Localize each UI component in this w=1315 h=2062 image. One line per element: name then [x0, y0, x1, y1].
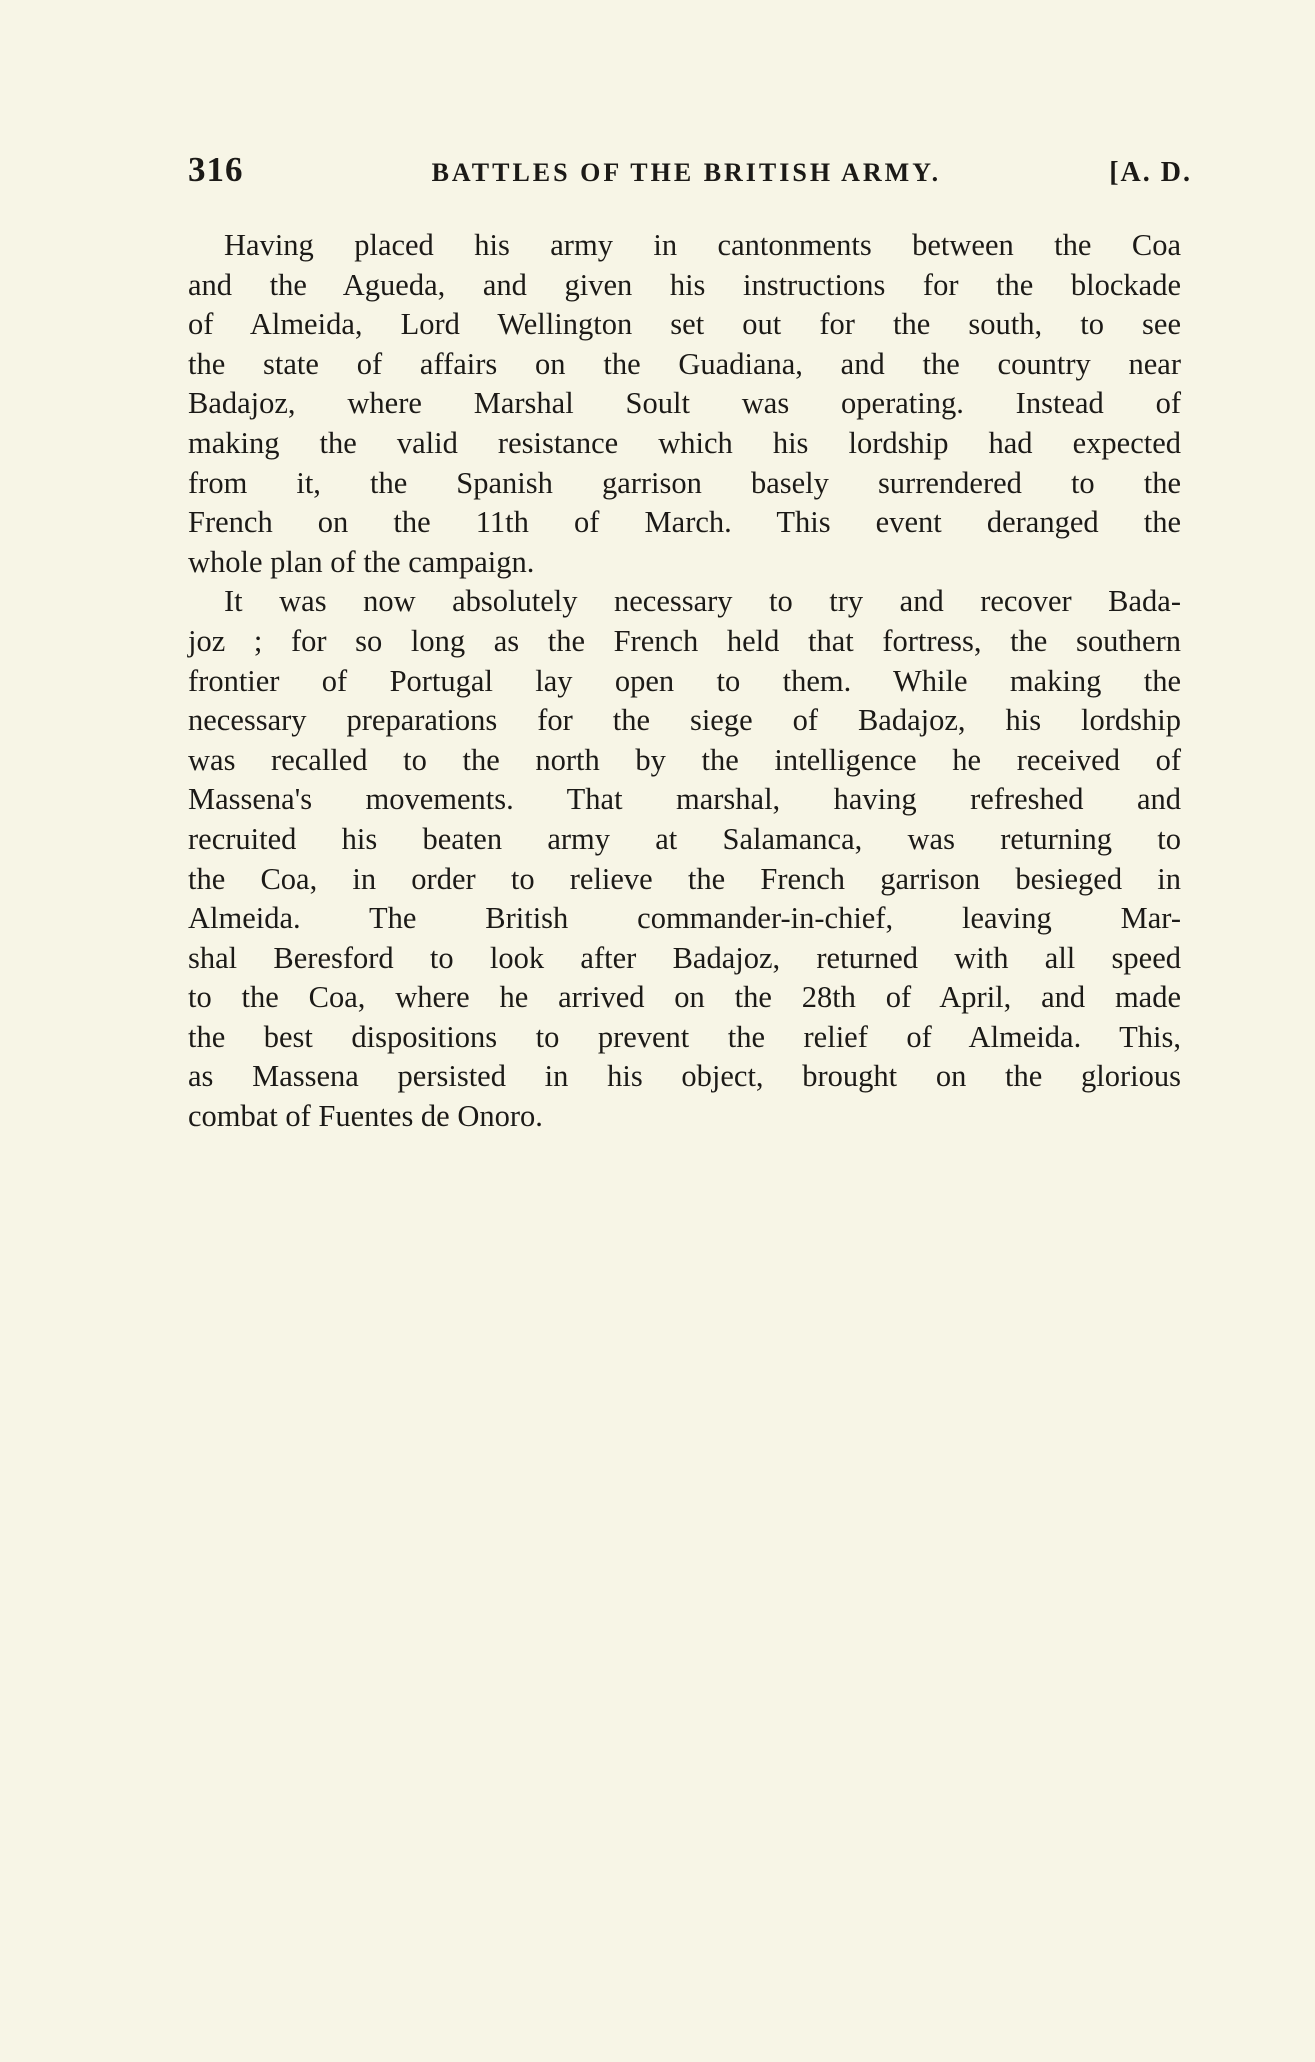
paragraph-1: [188, 226, 1181, 582]
text-line: recruited his beaten army at Salamanca, was returning to: [188, 821, 1181, 856]
text-line: French on the 11th of March. This event deranged the: [188, 505, 1181, 540]
text-line: Almeida. The British commander-in-chief, leaving Mar-: [188, 901, 1181, 936]
text-line: whole plan of the campaign.: [188, 544, 535, 579]
text-line: necessary preparations for the siege of Badajoz, his lordship: [188, 703, 1181, 738]
text-line: and the Agueda, and given his instructions for the blockade: [188, 267, 1181, 302]
text-line: frontier of Portugal lay open to them. While making the: [188, 663, 1181, 698]
text-line: combat of Fuentes de Onoro.: [188, 1099, 543, 1134]
text-line: of Almeida, Lord Wellington set out for the south, to see: [188, 307, 1181, 342]
text-line: It was now absolutely necessary to try and recover Bada-: [224, 584, 1181, 619]
text-line: as Massena persisted in his object, brought on the glorious: [188, 1059, 1181, 1094]
text-line: the state of affairs on the Guadiana, and the country near: [188, 346, 1181, 381]
running-header: [188, 150, 1192, 194]
text-line: the Coa, in order to relieve the French garrison besieged in: [188, 861, 1181, 896]
running-title: BATTLES OF THE BRITISH ARMY.: [431, 158, 942, 187]
text-line: was recalled to the north by the intelligence he received of: [188, 742, 1181, 777]
text-line: shal Beresford to look after Badajoz, returned with all speed: [188, 940, 1181, 975]
text-line: making the valid resistance which his lordship had expected: [188, 425, 1181, 460]
text-line: Badajoz, where Marshal Soult was operating. Instead of: [188, 386, 1181, 421]
text-line: the best dispositions to prevent the relief of Almeida. This,: [188, 1019, 1181, 1054]
paragraph-2: [188, 582, 1181, 1136]
text-line: from it, the Spanish garrison basely surrendered to the: [188, 465, 1181, 500]
text-line: Having placed his army in cantonments between the Coa: [224, 228, 1181, 262]
text-line: Massena's movements. That marshal, having refreshed and: [188, 782, 1181, 817]
running-head-era: [A. D.: [1109, 157, 1192, 188]
text-line: to the Coa, where he arrived on the 28th of April, and made: [188, 980, 1181, 1015]
page-number: 316: [188, 150, 244, 189]
body-text: [188, 226, 1181, 1137]
text-line: joz ; for so long as the French held that fortress, the southern: [188, 623, 1181, 658]
